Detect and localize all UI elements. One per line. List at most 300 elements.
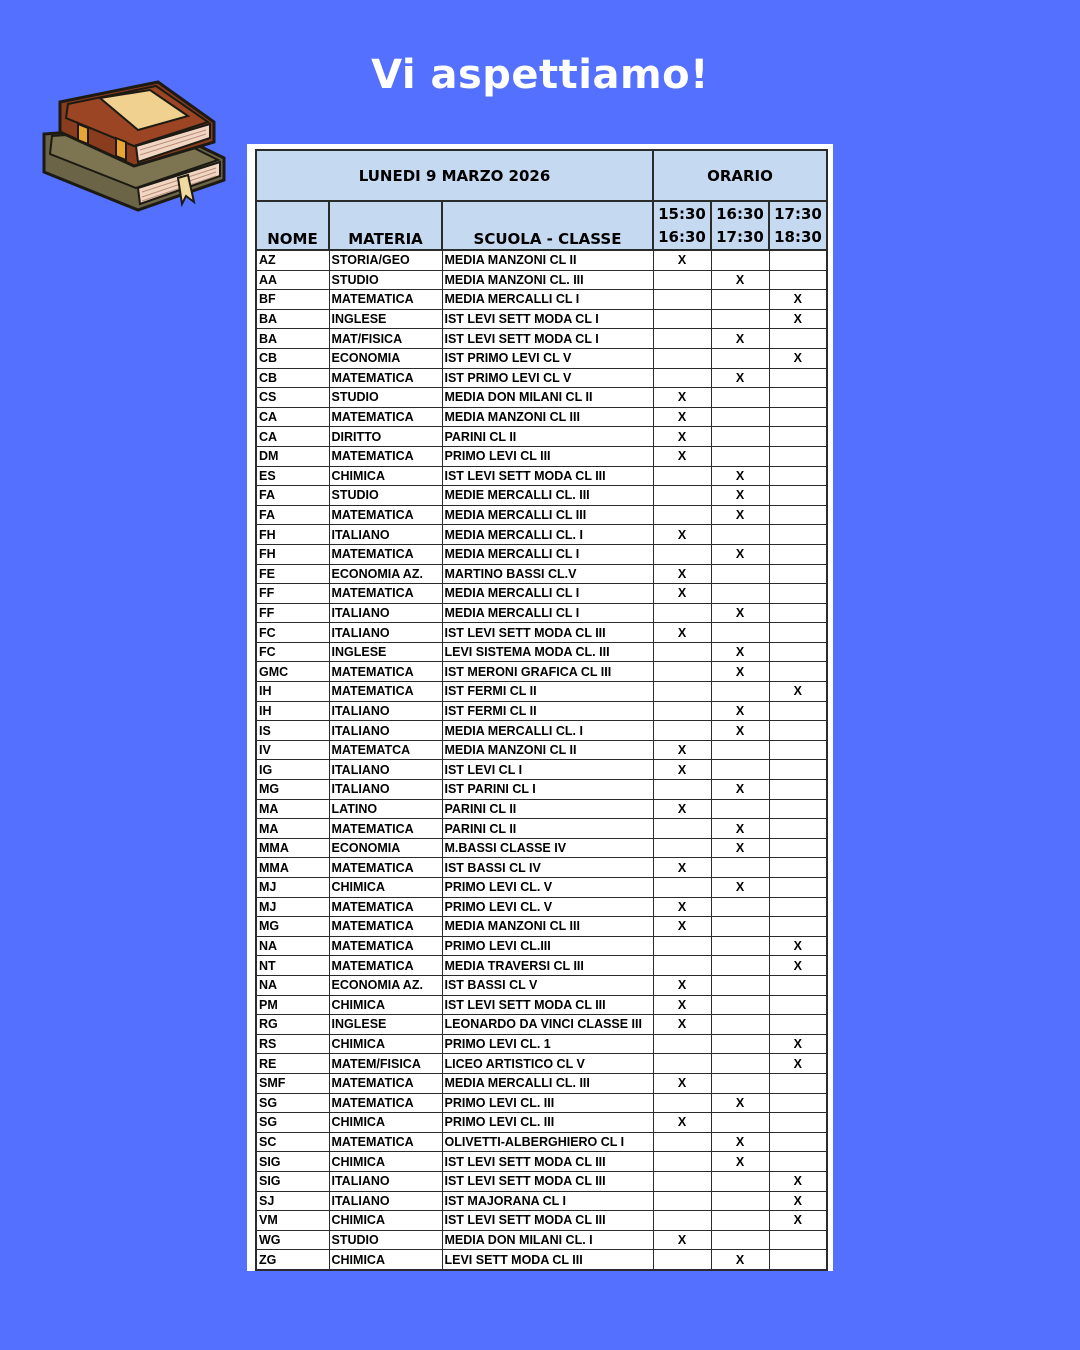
cell-scuola: PRIMO LEVI CL. V [442,878,653,898]
cell-slot-2: X [711,642,769,662]
cell-scuola: PRIMO LEVI CL. V [442,897,653,917]
cell-slot-3 [769,270,827,290]
cell-nome: MJ [256,897,329,917]
cell-slot-3 [769,1152,827,1172]
cell-slot-3 [769,388,827,408]
table-row [256,858,827,878]
table-row [256,250,827,270]
cell-slot-3 [769,642,827,662]
cell-slot-1: X [653,760,711,780]
cell-nome: SJ [256,1191,329,1211]
table-row [256,701,827,721]
cell-scuola: IST LEVI SETT MODA CL I [442,329,653,349]
cell-slot-3 [769,1113,827,1133]
cell-materia: STUDIO [329,388,442,408]
cell-nome: MG [256,917,329,937]
cell-scuola: MEDIA MERCALLI CL. I [442,525,653,545]
cell-nome: FF [256,603,329,623]
cell-slot-2: X [711,1093,769,1113]
cell-slot-2 [711,682,769,702]
cell-materia: STUDIO [329,486,442,506]
cell-materia: MATEMATICA [329,956,442,976]
cell-scuola: IST MAJORANA CL I [442,1191,653,1211]
cell-scuola: PARINI CL II [442,799,653,819]
cell-materia: MATEMATICA [329,544,442,564]
cell-materia: ITALIANO [329,721,442,741]
cell-slot-1 [653,682,711,702]
table-row [256,1132,827,1152]
cell-materia: INGLESE [329,309,442,329]
cell-slot-2: X [711,1152,769,1172]
cell-scuola: MEDIA MERCALLI CL. III [442,1073,653,1093]
cell-slot-3: X [769,682,827,702]
table-row [256,936,827,956]
cell-slot-2 [711,584,769,604]
cell-slot-1 [653,780,711,800]
cell-nome: DM [256,446,329,466]
cell-slot-2 [711,858,769,878]
cell-slot-1 [653,1250,711,1270]
cell-nome: ZG [256,1250,329,1270]
cell-slot-2 [711,1054,769,1074]
cell-slot-1: X [653,1113,711,1133]
cell-materia: CHIMICA [329,878,442,898]
cell-materia: MATEMATICA [329,682,442,702]
cell-slot-2 [711,760,769,780]
cell-materia: ECONOMIA AZ. [329,564,442,584]
cell-nome: AA [256,270,329,290]
date-header: LUNEDI 9 MARZO 2026 [256,150,653,201]
cell-slot-2 [711,897,769,917]
cell-materia: MATEMATICA [329,858,442,878]
cell-materia: MATEMATICA [329,368,442,388]
cell-slot-1 [653,603,711,623]
cell-materia: ITALIANO [329,760,442,780]
cell-scuola: PRIMO LEVI CL. III [442,1113,653,1133]
cell-slot-1 [653,329,711,349]
cell-slot-3 [769,329,827,349]
cell-slot-3: X [769,936,827,956]
cell-scuola: MEDIA MANZONI CL II [442,250,653,270]
cell-slot-3 [769,819,827,839]
cell-materia: MAT/FISICA [329,329,442,349]
cell-slot-1: X [653,446,711,466]
cell-materia: INGLESE [329,642,442,662]
cell-materia: ITALIANO [329,525,442,545]
cell-materia: LATINO [329,799,442,819]
table-row [256,760,827,780]
cell-materia: MATEMATICA [329,1132,442,1152]
cell-scuola: LEVI SETT MODA CL III [442,1250,653,1270]
cell-slot-3 [769,1250,827,1270]
cell-nome: BA [256,329,329,349]
cell-slot-3: X [769,348,827,368]
cell-scuola: IST BASSI CL IV [442,858,653,878]
cell-slot-1: X [653,388,711,408]
cell-slot-3 [769,740,827,760]
cell-nome: IV [256,740,329,760]
page-title: Vi aspettiamo! [371,52,709,98]
cell-scuola: IST LEVI SETT MODA CL III [442,995,653,1015]
cell-slot-1 [653,270,711,290]
cell-nome: MG [256,780,329,800]
cell-nome: IS [256,721,329,741]
cell-nome: AZ [256,250,329,270]
cell-nome: CB [256,368,329,388]
cell-slot-3 [769,1073,827,1093]
cell-materia: ECONOMIA AZ. [329,975,442,995]
cell-slot-2: X [711,838,769,858]
cell-slot-1: X [653,975,711,995]
cell-scuola: IST BASSI CL V [442,975,653,995]
cell-scuola: MEDIA MANZONI CL III [442,917,653,937]
cell-nome: VM [256,1211,329,1231]
cell-materia: ECONOMIA [329,348,442,368]
cell-nome: FA [256,505,329,525]
cell-slot-1: X [653,250,711,270]
table-row [256,1152,827,1172]
cell-slot-2 [711,1171,769,1191]
cell-materia: CHIMICA [329,1034,442,1054]
cell-materia: STUDIO [329,270,442,290]
cell-nome: SIG [256,1152,329,1172]
table-row [256,1015,827,1035]
cell-slot-1 [653,1054,711,1074]
table-row [256,623,827,643]
cell-nome: MA [256,799,329,819]
cell-slot-3 [769,995,827,1015]
cell-slot-3 [769,525,827,545]
cell-slot-1: X [653,858,711,878]
cell-scuola: MEDIA MERCALLI CL I [442,584,653,604]
cell-slot-2 [711,1230,769,1250]
cell-slot-3: X [769,290,827,310]
cell-slot-2 [711,290,769,310]
cell-slot-1 [653,642,711,662]
cell-slot-1: X [653,623,711,643]
cell-slot-2 [711,623,769,643]
cell-slot-3 [769,975,827,995]
table-row [256,446,827,466]
col-scuola-header: SCUOLA - CLASSE [442,201,653,250]
table-row [256,466,827,486]
cell-scuola: LICEO ARTISTICO CL V [442,1054,653,1074]
cell-nome: CS [256,388,329,408]
cell-slot-2 [711,564,769,584]
cell-slot-1 [653,1152,711,1172]
cell-slot-1: X [653,1230,711,1250]
cell-nome: IH [256,701,329,721]
cell-slot-2 [711,917,769,937]
cell-slot-1: X [653,584,711,604]
cell-slot-1: X [653,1015,711,1035]
table-row [256,270,827,290]
cell-slot-2: X [711,780,769,800]
table-row [256,1093,827,1113]
cell-slot-2 [711,1073,769,1093]
cell-slot-1 [653,544,711,564]
cell-materia: MATEMATICA [329,917,442,937]
cell-nome: FH [256,544,329,564]
cell-nome: WG [256,1230,329,1250]
cell-scuola: MEDIA MERCALLI CL. I [442,721,653,741]
table-row [256,427,827,447]
cell-nome: IG [256,760,329,780]
table-row [256,740,827,760]
table-row [256,897,827,917]
table-row [256,1250,827,1270]
cell-nome: RS [256,1034,329,1054]
cell-materia: MATEMATICA [329,1093,442,1113]
cell-materia: ITALIANO [329,1191,442,1211]
cell-slot-3 [769,466,827,486]
cell-slot-3: X [769,1191,827,1211]
table-row [256,799,827,819]
table-row [256,290,827,310]
table-row [256,819,827,839]
cell-slot-2 [711,388,769,408]
cell-scuola: MEDIA DON MILANI CL. I [442,1230,653,1250]
cell-slot-2: X [711,721,769,741]
table-row [256,1034,827,1054]
cell-materia: CHIMICA [329,1250,442,1270]
cell-materia: ITALIANO [329,1171,442,1191]
cell-scuola: PARINI CL II [442,819,653,839]
cell-slot-3 [769,407,827,427]
cell-scuola: IST LEVI SETT MODA CL III [442,466,653,486]
cell-slot-1 [653,1034,711,1054]
cell-nome: IH [256,682,329,702]
cell-slot-3 [769,838,827,858]
cell-materia: MATEMATICA [329,662,442,682]
table-row [256,917,827,937]
cell-materia: CHIMICA [329,1211,442,1231]
cell-slot-1: X [653,917,711,937]
cell-slot-1 [653,1132,711,1152]
cell-scuola: MEDIA DON MILANI CL II [442,388,653,408]
cell-nome: FF [256,584,329,604]
cell-slot-3 [769,505,827,525]
cell-slot-3 [769,662,827,682]
cell-slot-1 [653,701,711,721]
table-row [256,780,827,800]
cell-scuola: IST PRIMO LEVI CL V [442,368,653,388]
cell-materia: ECONOMIA [329,838,442,858]
table-row [256,1073,827,1093]
cell-slot-3 [769,603,827,623]
cell-nome: RE [256,1054,329,1074]
table-row [256,309,827,329]
cell-slot-2 [711,407,769,427]
col-nome-header: NOME [256,201,329,250]
cell-materia: MATEMATICA [329,819,442,839]
schedule-rows [256,250,827,1270]
cell-nome: MA [256,819,329,839]
cell-scuola: MEDIE MERCALLI CL. III [442,486,653,506]
table-row [256,1211,827,1231]
table-row [256,329,827,349]
cell-slot-1 [653,721,711,741]
cell-slot-2: X [711,505,769,525]
cell-slot-2 [711,427,769,447]
table-row [256,878,827,898]
schedule-header: ORARIO [653,150,827,201]
cell-slot-2: X [711,819,769,839]
cell-scuola: LEONARDO DA VINCI CLASSE III [442,1015,653,1035]
cell-materia: DIRITTO [329,427,442,447]
cell-slot-1 [653,466,711,486]
cell-slot-2: X [711,662,769,682]
cell-nome: MMA [256,858,329,878]
col-materia-header: MATERIA [329,201,442,250]
cell-slot-3 [769,799,827,819]
cell-slot-2: X [711,329,769,349]
cell-scuola: PRIMO LEVI CL III [442,446,653,466]
cell-slot-2: X [711,466,769,486]
cell-slot-1: X [653,407,711,427]
table-row [256,975,827,995]
cell-nome: NA [256,975,329,995]
cell-slot-2 [711,250,769,270]
cell-scuola: IST MERONI GRAFICA CL III [442,662,653,682]
cell-slot-1 [653,348,711,368]
cell-slot-3: X [769,1034,827,1054]
cell-slot-1: X [653,525,711,545]
cell-slot-3 [769,721,827,741]
cell-scuola: MEDIA MERCALLI CL I [442,603,653,623]
cell-slot-1 [653,1211,711,1231]
cell-scuola: IST LEVI SETT MODA CL III [442,1171,653,1191]
cell-nome: BF [256,290,329,310]
cell-materia: CHIMICA [329,466,442,486]
cell-slot-3 [769,878,827,898]
table-row [256,368,827,388]
cell-materia: STUDIO [329,1230,442,1250]
cell-scuola: IST LEVI CL I [442,760,653,780]
cell-materia: CHIMICA [329,995,442,1015]
table-row [256,544,827,564]
cell-slot-1: X [653,1073,711,1093]
cell-nome: SMF [256,1073,329,1093]
cell-slot-2: X [711,270,769,290]
cell-slot-3 [769,1230,827,1250]
cell-slot-2 [711,525,769,545]
cell-slot-2: X [711,1132,769,1152]
table-row [256,525,827,545]
cell-slot-1: X [653,564,711,584]
cell-slot-3: X [769,1054,827,1074]
cell-nome: SIG [256,1171,329,1191]
cell-materia: MATEMATICA [329,1073,442,1093]
table-row [256,1054,827,1074]
table-row [256,584,827,604]
cell-scuola: MEDIA MERCALLI CL I [442,290,653,310]
cell-slot-2 [711,1211,769,1231]
cell-scuola: MEDIA MERCALLI CL I [442,544,653,564]
cell-scuola: PRIMO LEVI CL. III [442,1093,653,1113]
table-row [256,1113,827,1133]
cell-slot-2 [711,740,769,760]
cell-slot-2 [711,1113,769,1133]
cell-nome: FE [256,564,329,584]
cell-scuola: IST FERMI CL II [442,682,653,702]
cell-slot-2 [711,799,769,819]
table-row [256,721,827,741]
cell-slot-2: X [711,544,769,564]
cell-slot-1 [653,1191,711,1211]
table-row [256,388,827,408]
cell-scuola: PRIMO LEVI CL.III [442,936,653,956]
cell-scuola: PRIMO LEVI CL. 1 [442,1034,653,1054]
table-row [256,603,827,623]
cell-slot-2: X [711,368,769,388]
table-row [256,642,827,662]
cell-scuola: MEDIA MANZONI CL II [442,740,653,760]
cell-scuola: IST PARINI CL I [442,780,653,800]
cell-scuola: LEVI SISTEMA MODA CL. III [442,642,653,662]
cell-nome: SG [256,1113,329,1133]
table-row [256,564,827,584]
cell-slot-1: X [653,897,711,917]
cell-slot-1 [653,505,711,525]
cell-nome: SC [256,1132,329,1152]
cell-scuola: OLIVETTI-ALBERGHIERO CL I [442,1132,653,1152]
cell-slot-2 [711,348,769,368]
cell-slot-3 [769,917,827,937]
cell-materia: ITALIANO [329,603,442,623]
cell-slot-1 [653,290,711,310]
cell-materia: ITALIANO [329,780,442,800]
cell-materia: MATEM/FISICA [329,1054,442,1074]
cell-slot-1 [653,936,711,956]
cell-slot-2 [711,995,769,1015]
cell-slot-3 [769,446,827,466]
cell-nome: FC [256,642,329,662]
table-row [256,1171,827,1191]
cell-slot-2 [711,1191,769,1211]
cell-scuola: MARTINO BASSI CL.V [442,564,653,584]
cell-scuola: IST LEVI SETT MODA CL III [442,1152,653,1172]
cell-nome: CA [256,427,329,447]
cell-slot-1 [653,368,711,388]
cell-slot-2: X [711,603,769,623]
cell-slot-3 [769,427,827,447]
cell-slot-1: X [653,995,711,1015]
cell-materia: MATEMATICA [329,505,442,525]
schedule-sheet [247,144,833,1271]
cell-scuola: MEDIA MERCALLI CL III [442,505,653,525]
cell-nome: FA [256,486,329,506]
cell-nome: ES [256,466,329,486]
cell-nome: FH [256,525,329,545]
cell-scuola: MEDIA TRAVERSI CL III [442,956,653,976]
cell-slot-1 [653,309,711,329]
cell-scuola: MEDIA MANZONI CL III [442,407,653,427]
cell-slot-2: X [711,1250,769,1270]
cell-slot-3 [769,780,827,800]
cell-scuola: M.BASSI CLASSE IV [442,838,653,858]
cell-slot-1 [653,819,711,839]
cell-slot-3 [769,564,827,584]
cell-slot-1 [653,878,711,898]
cell-slot-2 [711,975,769,995]
cell-slot-3 [769,584,827,604]
table-row [256,662,827,682]
cell-nome: MMA [256,838,329,858]
cell-materia: STORIA/GEO [329,250,442,270]
cell-slot-3 [769,760,827,780]
cell-slot-3 [769,1015,827,1035]
